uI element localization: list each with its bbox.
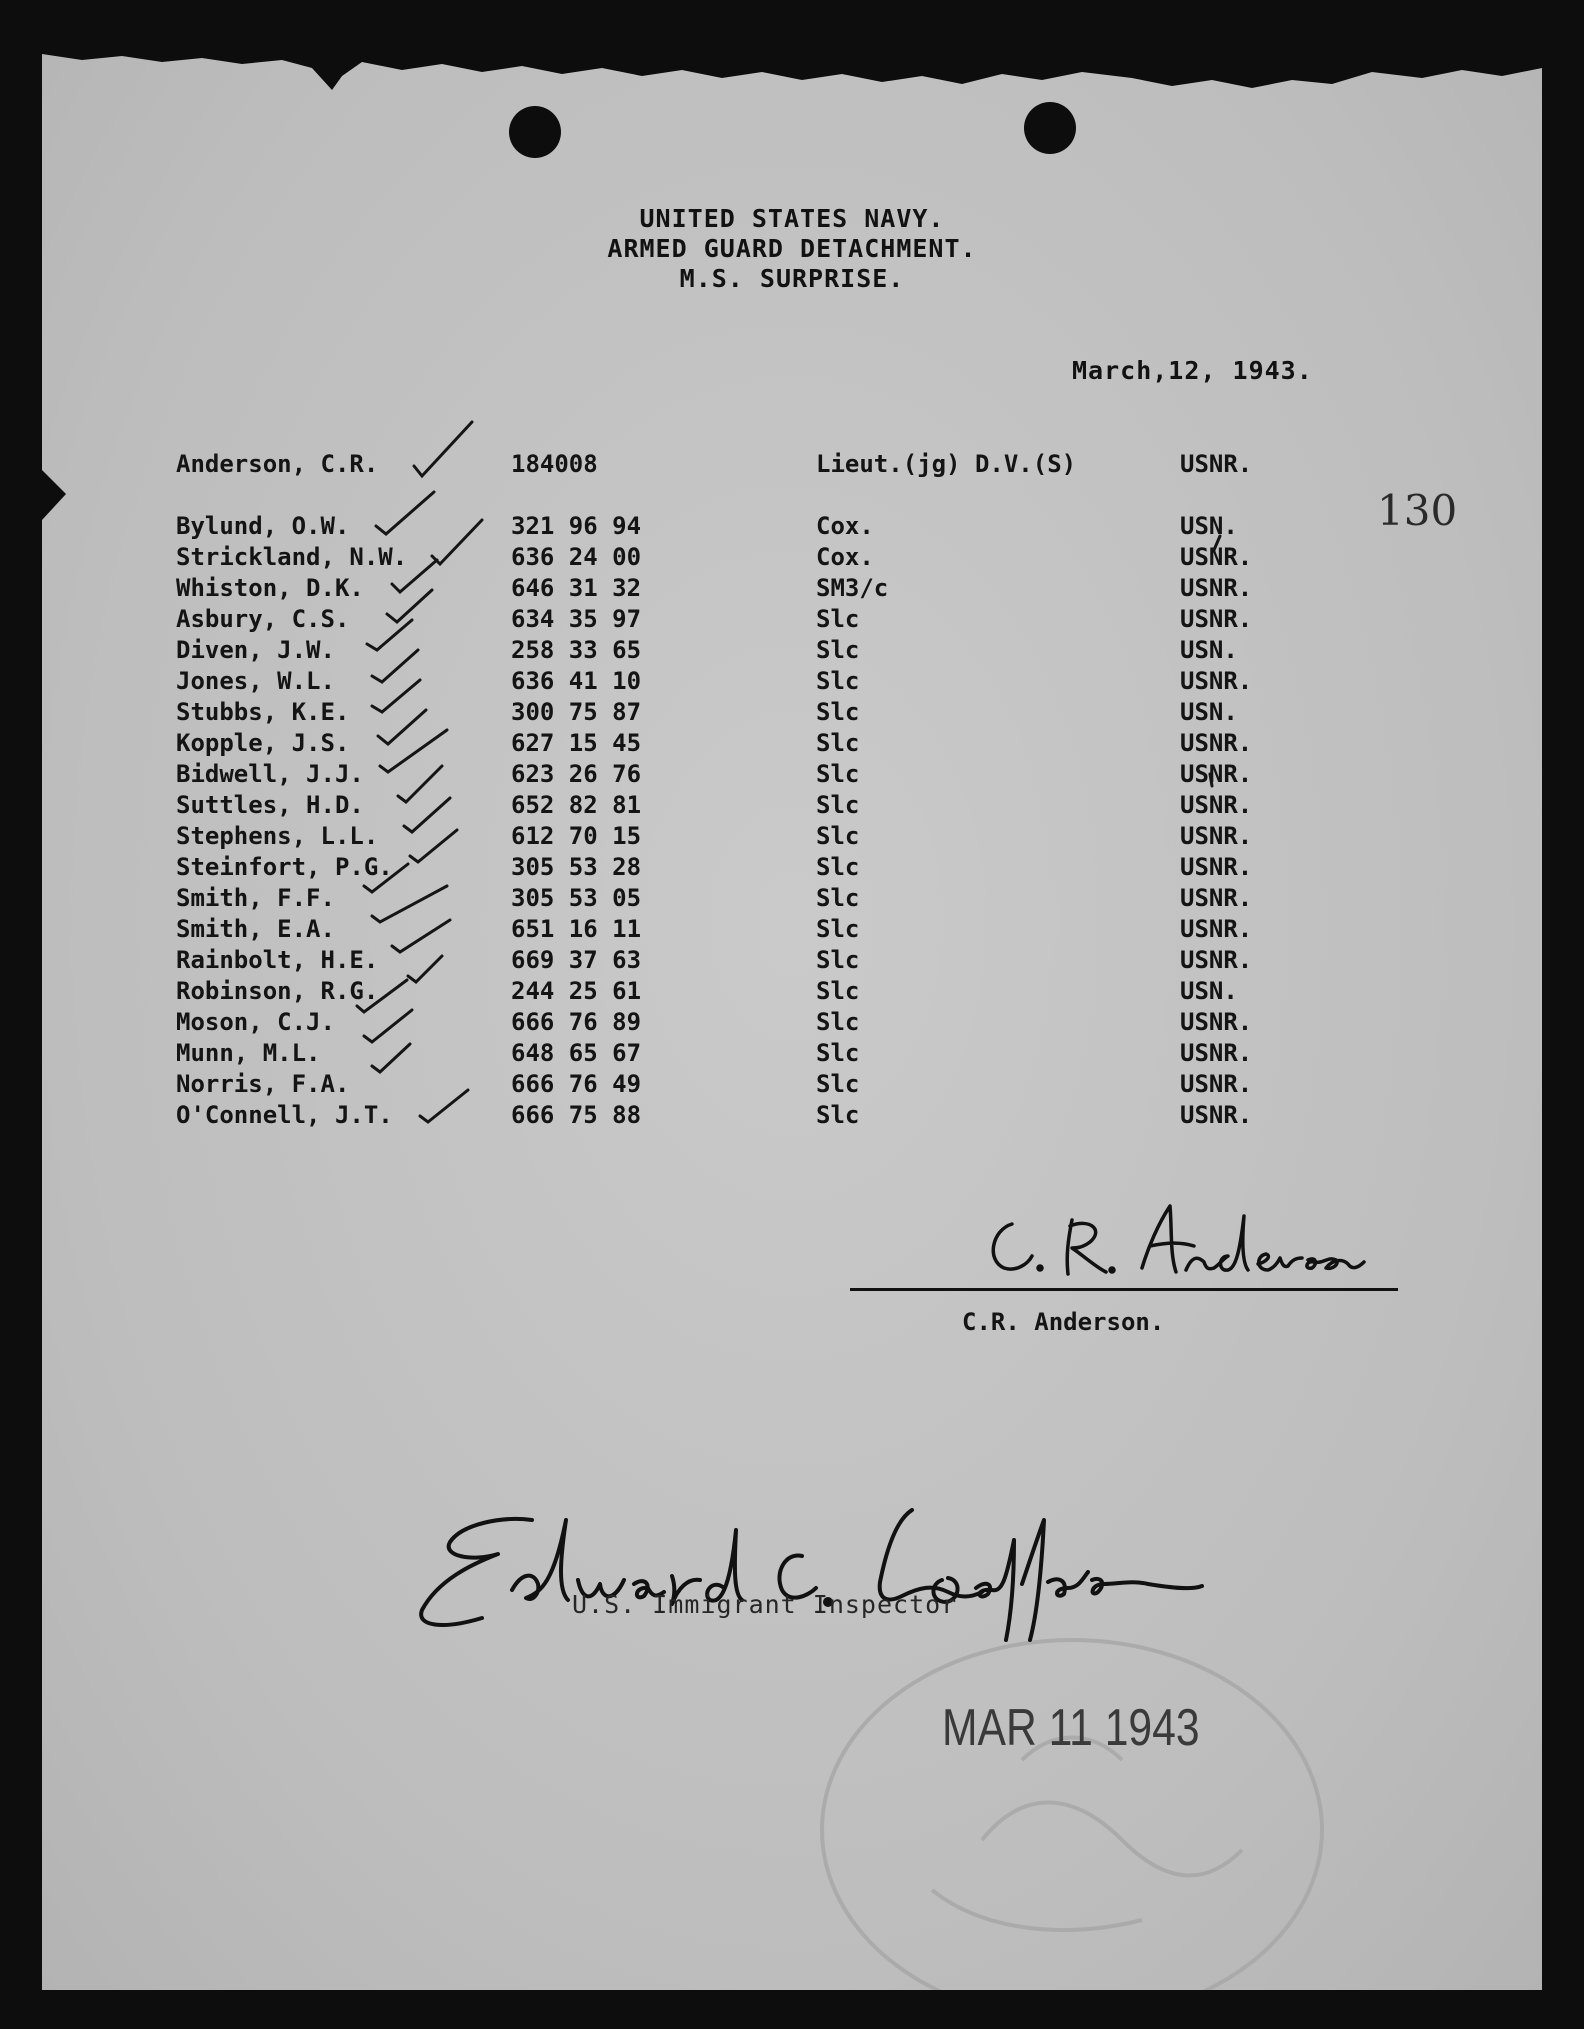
anderson-signature — [972, 1190, 1392, 1300]
crew-number: 648 65 67 — [511, 1039, 642, 1067]
crew-number: 636 24 00 — [511, 543, 642, 571]
crew-number: 669 37 63 — [511, 946, 642, 974]
header-line-3: M.S. SURPRISE. — [679, 264, 905, 293]
crew-name: Moson, C.J. — [176, 1008, 335, 1036]
crew-rate: Slc — [816, 977, 860, 1005]
crew-rate: Slc — [816, 1039, 860, 1067]
crew-service: USNR. — [1180, 729, 1253, 757]
crew-number: 612 70 15 — [511, 822, 642, 850]
crew-rate: Cox. — [816, 543, 874, 571]
crew-service: USNR. — [1180, 791, 1253, 819]
crew-name: Norris, F.A. — [176, 1070, 350, 1098]
crew-number: 666 76 89 — [511, 1008, 642, 1036]
crew-number: 634 35 97 — [511, 605, 642, 633]
crew-row — [176, 1101, 1376, 1132]
crew-service: USNR. — [1180, 574, 1253, 602]
crew-name: Whiston, D.K. — [176, 574, 364, 602]
crew-rate: Slc — [816, 760, 860, 788]
document-date: March,12, 1943. — [1072, 356, 1313, 385]
crew-rate: Slc — [816, 946, 860, 974]
crew-row — [176, 574, 1376, 605]
crew-service: USN. — [1180, 698, 1238, 726]
header-line-2: ARMED GUARD DETACHMENT. — [607, 234, 977, 263]
crew-service: USNR. — [1180, 667, 1253, 695]
crew-number: 652 82 81 — [511, 791, 642, 819]
crew-row — [176, 791, 1376, 822]
officer-name: Anderson, C.R. — [176, 450, 379, 478]
crew-service: USNR. — [1180, 1101, 1253, 1129]
document-page — [42, 50, 1542, 1990]
crew-number: 300 75 87 — [511, 698, 642, 726]
crew-number: 627 15 45 — [511, 729, 642, 757]
crew-service: USNR. — [1180, 1039, 1253, 1067]
crew-rate: Slc — [816, 791, 860, 819]
crew-row — [176, 605, 1376, 636]
crew-rate: Slc — [816, 636, 860, 664]
crew-row — [176, 915, 1376, 946]
page-number: 130 — [1377, 486, 1458, 535]
torn-top-edge — [42, 50, 1542, 110]
crew-row — [176, 543, 1376, 574]
crew-rate: Slc — [816, 884, 860, 912]
crew-number: 321 96 94 — [511, 512, 642, 540]
crew-row — [176, 698, 1376, 729]
crew-service: USNR. — [1180, 884, 1253, 912]
officer-service: USNR. — [1180, 450, 1253, 478]
crew-service: USNR. — [1180, 822, 1253, 850]
crew-name: Diven, J.W. — [176, 636, 335, 664]
crew-name: Robinson, R.G. — [176, 977, 379, 1005]
crew-rate: Cox. — [816, 512, 874, 540]
crew-service: USNR. — [1180, 760, 1253, 788]
crew-rate: Slc — [816, 667, 860, 695]
punch-hole-right — [1024, 102, 1076, 154]
crew-row — [176, 884, 1376, 915]
crew-name: Rainbolt, H.E. — [176, 946, 379, 974]
punch-hole-left — [509, 106, 561, 158]
crew-number: 244 25 61 — [511, 977, 642, 1005]
left-edge-notch — [42, 470, 82, 530]
crew-row — [176, 1008, 1376, 1039]
officer-row — [176, 450, 1376, 481]
crew-rate: Slc — [816, 915, 860, 943]
crew-number: 305 53 05 — [511, 884, 642, 912]
crew-rate: Slc — [816, 1101, 860, 1129]
crew-rate: SM3/c — [816, 574, 889, 602]
officer-number: 184008 — [511, 450, 598, 478]
crew-name: Asbury, C.S. — [176, 605, 350, 633]
crew-rate: Slc — [816, 729, 860, 757]
crew-list — [176, 512, 1376, 1132]
crew-service: USN. — [1180, 977, 1238, 1005]
crew-service: USNR. — [1180, 605, 1253, 633]
crew-row — [176, 946, 1376, 977]
crew-service: USNR. — [1180, 1070, 1253, 1098]
crew-rate: Slc — [816, 1070, 860, 1098]
inspector-title: U.S. Immigrant Inspector — [572, 1590, 958, 1619]
crew-name: Suttles, H.D. — [176, 791, 364, 819]
crew-row — [176, 512, 1376, 543]
crew-service: USN. — [1180, 512, 1238, 540]
crew-number: 258 33 65 — [511, 636, 642, 664]
date-stamp: MAR 11 1943 — [942, 1699, 1200, 1757]
crew-number: 666 75 88 — [511, 1101, 642, 1129]
crew-name: Jones, W.L. — [176, 667, 335, 695]
crew-name: Steinfort, P.G. — [176, 853, 393, 881]
crew-name: Smith, E.A. — [176, 915, 335, 943]
crew-name: Stephens, L.L. — [176, 822, 379, 850]
crew-service: USNR. — [1180, 1008, 1253, 1036]
crew-rate: Slc — [816, 1008, 860, 1036]
crew-service: USNR. — [1180, 853, 1253, 881]
crew-row — [176, 1070, 1376, 1101]
crew-rate: Slc — [816, 853, 860, 881]
header-line-1: UNITED STATES NAVY. — [639, 204, 945, 233]
crew-row — [176, 760, 1376, 791]
officer-rank: Lieut.(jg) D.V.(S) — [816, 450, 1077, 478]
crew-name: O'Connell, J.T. — [176, 1101, 393, 1129]
crew-row — [176, 853, 1376, 884]
crew-name: Kopple, J.S. — [176, 729, 350, 757]
signature-line — [850, 1288, 1398, 1291]
crew-row — [176, 977, 1376, 1008]
crew-service: USNR. — [1180, 915, 1253, 943]
crew-number: 636 41 10 — [511, 667, 642, 695]
crew-number: 651 16 11 — [511, 915, 642, 943]
crew-row — [176, 822, 1376, 853]
crew-row — [176, 729, 1376, 760]
crew-name: Bylund, O.W. — [176, 512, 350, 540]
crew-number: 305 53 28 — [511, 853, 642, 881]
crew-row — [176, 667, 1376, 698]
crew-number: 623 26 76 — [511, 760, 642, 788]
crew-number: 666 76 49 — [511, 1070, 642, 1098]
crew-number: 646 31 32 — [511, 574, 642, 602]
crew-service: USNR. — [1180, 543, 1253, 571]
inspector-signature — [402, 1480, 1222, 1660]
crew-name: Munn, M.L. — [176, 1039, 321, 1067]
crew-name: Smith, F.F. — [176, 884, 335, 912]
signer-typed-name: C.R. Anderson. — [962, 1308, 1165, 1336]
crew-rate: Slc — [816, 605, 860, 633]
crew-service: USNR. — [1180, 946, 1253, 974]
crew-rate: Slc — [816, 698, 860, 726]
crew-name: Bidwell, J.J. — [176, 760, 364, 788]
crew-rate: Slc — [816, 822, 860, 850]
crew-name: Stubbs, K.E. — [176, 698, 350, 726]
crew-name: Strickland, N.W. — [176, 543, 408, 571]
crew-service: USN. — [1180, 636, 1238, 664]
crew-row — [176, 636, 1376, 667]
crew-row — [176, 1039, 1376, 1070]
